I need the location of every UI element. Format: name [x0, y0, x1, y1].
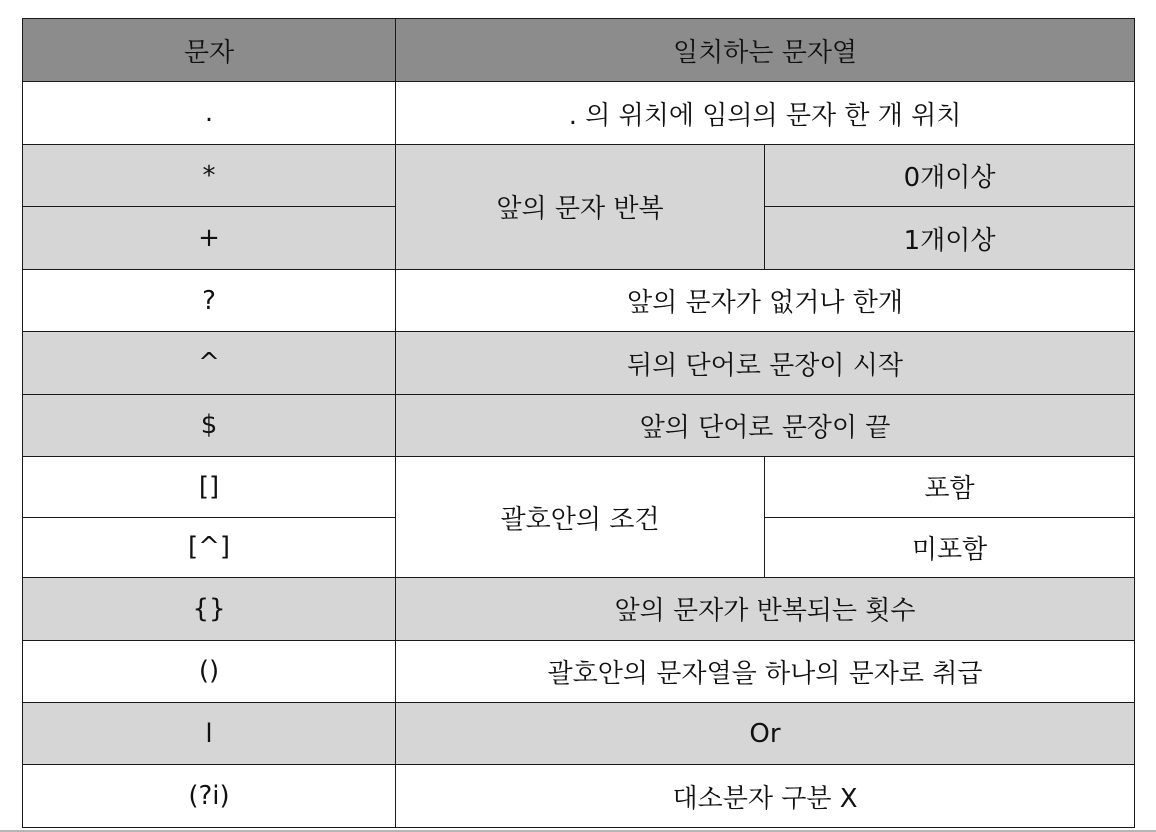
desc-cell: 앞의 문자가 없거나 한개 — [396, 269, 1135, 331]
symbol-cell: ^ — [23, 332, 396, 394]
table-row — [23, 82, 1135, 144]
sub-cell: 미포함 — [765, 517, 1135, 577]
table-row — [23, 765, 1135, 828]
desc-cell: . 의 위치에 임의의 문자 한 개 위치 — [396, 82, 1135, 144]
symbol-cell: () — [23, 640, 396, 702]
sub-cell: 1개이상 — [765, 207, 1135, 269]
symbol-cell: [] — [23, 457, 396, 517]
table-row — [23, 144, 1135, 206]
symbol-cell: ? — [23, 269, 396, 331]
desc-cell: 대소분자 구분 X — [396, 765, 1135, 828]
table-row — [23, 578, 1135, 640]
regex-table — [22, 18, 1135, 828]
desc-cell: 앞의 문자가 반복되는 횟수 — [396, 578, 1135, 640]
symbol-cell: . — [23, 82, 396, 144]
symbol-cell: $ — [23, 394, 396, 456]
desc-cell: 괄호안의 문자열을 하나의 문자로 취급 — [396, 640, 1135, 702]
symbol-cell: [^] — [23, 517, 396, 577]
symbol-cell: (?i) — [23, 765, 396, 828]
table-row — [23, 457, 1135, 517]
header-match: 일치하는 문자열 — [396, 19, 1135, 82]
sub-cell: 0개이상 — [765, 144, 1135, 206]
desc-cell: 앞의 문자 반복 — [396, 144, 765, 269]
symbol-cell: * — [23, 144, 396, 206]
desc-cell: 괄호안의 조건 — [396, 457, 765, 578]
symbol-cell: l — [23, 702, 396, 764]
symbol-cell: {} — [23, 578, 396, 640]
symbol-cell: + — [23, 207, 396, 269]
table-row — [23, 394, 1135, 456]
table-header-row — [23, 19, 1135, 82]
table-row — [23, 702, 1135, 764]
table-row — [23, 269, 1135, 331]
desc-cell: Or — [396, 702, 1135, 764]
desc-cell: 앞의 단어로 문장이 끝 — [396, 394, 1135, 456]
desc-cell: 뒤의 단어로 문장이 시작 — [396, 332, 1135, 394]
sub-cell: 포함 — [765, 457, 1135, 517]
table-row — [23, 332, 1135, 394]
table-row — [23, 640, 1135, 702]
header-symbol: 문자 — [23, 19, 396, 82]
